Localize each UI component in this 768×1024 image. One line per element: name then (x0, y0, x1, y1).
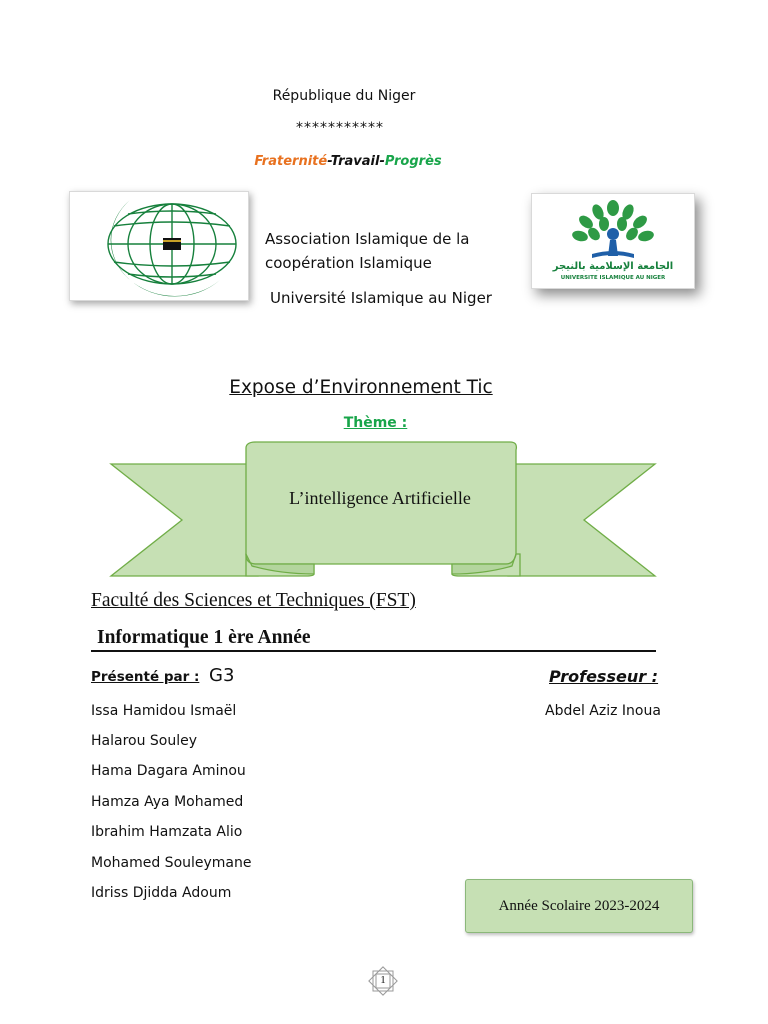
member-name: Ibrahim Hamzata Alio (91, 824, 243, 840)
professor-name: Abdel Aziz Inoua (545, 703, 661, 719)
separator-stars: *********** (296, 120, 384, 136)
program-underline (91, 650, 656, 652)
document-title: Expose d’Environnement Tic (229, 377, 493, 398)
globe-crescent-icon (70, 192, 248, 300)
member-name: Issa Hamidou Ismaël (91, 703, 237, 719)
motto-fraternite: Fraternité (254, 154, 328, 169)
theme-title: L’intelligence Artificielle (289, 488, 471, 508)
oic-logo (69, 191, 249, 301)
association-name-line1: Association Islamique de la (265, 230, 470, 248)
motto-progres: Progrès (384, 154, 442, 169)
faculty-name: Faculté des Sciences et Techniques (FST) (91, 590, 416, 611)
republic-title: République du Niger (272, 88, 416, 104)
professor-label: Professeur : (549, 667, 659, 686)
university-logo-arabic: الجامعة الإسلامية بالنيجر (552, 261, 674, 272)
program-name: Informatique 1 ère Année (97, 627, 311, 648)
motto-separator: - (379, 154, 385, 169)
presented-by-label: Présenté par : (91, 669, 200, 685)
member-name: Idriss Djidda Adoum (91, 885, 232, 901)
university-name: Université Islamique au Niger (270, 289, 492, 307)
school-year-box (465, 879, 693, 933)
university-logo (531, 193, 695, 289)
association-name-line2: coopération Islamique (265, 254, 432, 272)
motto-separator: - (327, 154, 331, 169)
theme-ribbon-banner (108, 440, 658, 580)
theme-label: Thème : (343, 415, 408, 431)
university-logo-latin: UNIVERSITE ISLAMIQUE AU NIGER (560, 275, 666, 281)
page-number: 1 (380, 974, 386, 986)
group-name: G3 (209, 665, 235, 686)
member-name: Hamza Aya Mohamed (91, 794, 244, 810)
national-motto (0, 154, 696, 169)
member-name: Halarou Souley (91, 733, 198, 749)
school-year-text: Année Scolaire 2023-2024 (498, 897, 660, 914)
tree-icon (532, 194, 694, 288)
motto-travail: Travail (330, 154, 380, 169)
member-name: Hama Dagara Aminou (91, 763, 246, 779)
member-name: Mohamed Souleymane (91, 855, 252, 871)
